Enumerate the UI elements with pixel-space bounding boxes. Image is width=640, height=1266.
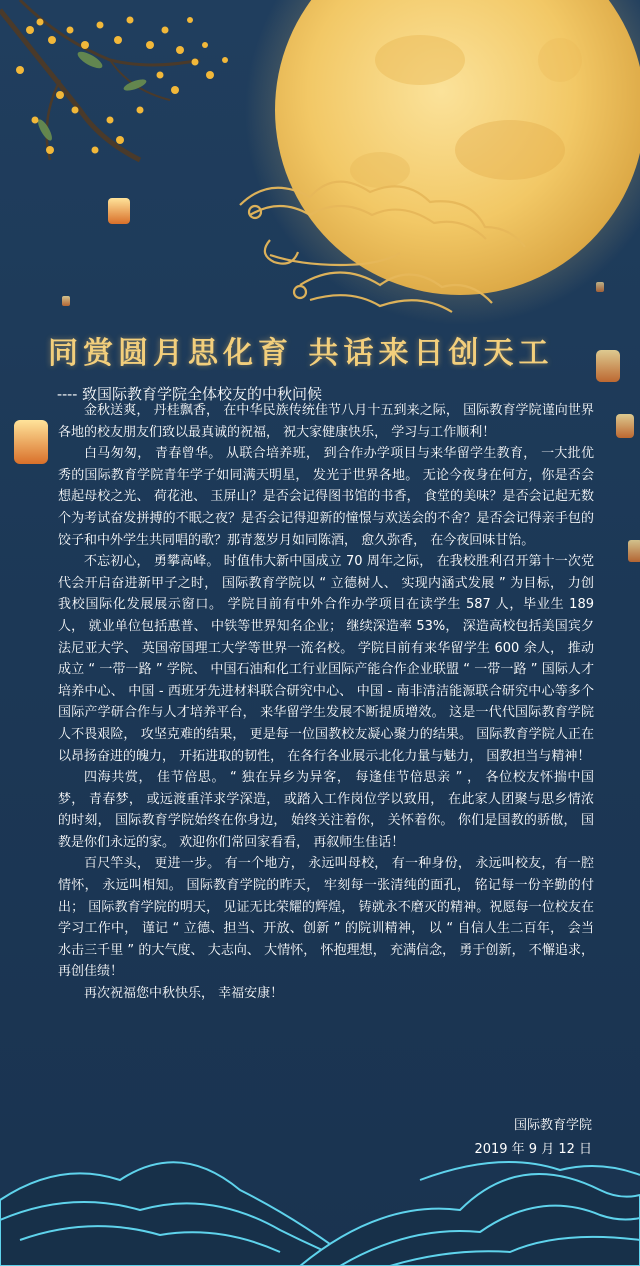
paragraph: 百尺竿头， 更进一步。 有一个地方， 永远叫母校， 有一种身份， 永远叫校友，有一腔情怀， 永远叫相知。 国际教育学院的昨天， 牢刻每一张清纯的面孔， 铭记每一份辛勤的付出； 国际教育学院的明天， 见证无比荣耀的辉煌， 铸就永不磨灭的精神。祝愿每一位校友在学习工作中， 谨记 “ 立德、担当、开放、创新 ” 的院训精神， 以 “ 自信人生二百年， 会当水击三千里 ” 的大气度、 大志向、 大情怀， 怀抱理想， 充满信念， 勇于创新， 不懈追求， 再创佳绩！	[58, 856, 594, 980]
subtitle: ---- 致国际教育学院全体校友的中秋问候	[57, 385, 323, 403]
signature-org: 国际教育学院	[513, 1118, 592, 1133]
page-title: 同赏圆月思化育 共话来日创天工	[48, 336, 554, 371]
paragraph: 金秋送爽， 丹桂飘香， 在中华民族传统佳节八月十五到来之际， 国际教育学院谨向世界各地的校友朋友们致以最真诚的祝福， 祝大家健康快乐， 学习与工作顺利！	[58, 403, 594, 440]
signature-date: 2019 年 9 月 12 日	[474, 1142, 592, 1157]
paragraph: 再次祝福您中秋快乐， 幸福安康！	[84, 986, 284, 1002]
paragraph: 白马匆匆， 青春曾华。 从联合培养班， 到合作办学项目与来华留学生教育， 一大批优秀的国际教育学院青年学子如同满天明星， 发光于世界各地。 无论今夜身在何方，你是否会想起母校之光、 荷花池、 玉屏山？是否会记得图书馆的书香， 食堂的美味？是否会记起无数个为考试奋发拼搏的不眠之夜？是否会记得迎新的憧憬与欢送会的不舍？是否会记得亲手包的饺子和中外学生共同唱的歌？那青葱岁月如同陈酒， 愈久弥香， 在今夜回味甘饴。	[58, 446, 594, 548]
letter-body	[58, 400, 594, 1005]
signature	[474, 1114, 592, 1162]
paragraph: 不忘初心， 勇攀高峰。 时值伟大新中国成立 70 周年之际， 在我校胜利召开第十一次党代会开启奋进新甲子之时， 国际教育学院以 “ 立德树人、 实现内涵式发展 ” 为目标， 力创我校国际化发展展示窗口。 学院目前有中外合作办学项目在读学生 587 人，毕业生 189 人， 就业单位包括惠普、 中铁等世界知名企业； 继续深造率 53%， 深造高校包括美国宾夕法尼亚大学、 英国帝国理工大学等世界一流名校。 学院目前有来华留学生 600 余人， 推动成立 “ 一带一路 ” 学院、 中国石油和化工行业国际产能合作企业联盟 “ 一带一路 ” 国际人才培养中心、 中国 - 西班牙先进材料联合研究中心、 中国 - 南非清洁能源联合研究中心等多个国际产学研合作与人才培养平台， 来华留学生发展不断提质增效。 这是一代代国际教育学院人不畏艰险， 攻坚克难的结果， 更是每一位国教校友凝心聚力的结果。 国际教育学院人正在以昂扬奋进的魄力， 开拓进取的韧性， 在各行各业展示北化力量与魅力， 国教担当与精神！	[58, 554, 594, 764]
paragraph: 四海共赏， 佳节倍思。 “ 独在异乡为异客， 每逢佳节倍思亲 ” ， 各位校友怀揣中国梦， 青春梦， 或远渡重洋求学深造， 或踏入工作岗位学以致用， 在此家人团聚与思乡情浓的时刻， 国际教育学院始终在你身边， 始终关注着你， 关怀着你。 你们是国教的骄傲， 国教是你们永远的家。 欢迎你们常回家看看， 再叙师生佳话！	[58, 770, 594, 850]
